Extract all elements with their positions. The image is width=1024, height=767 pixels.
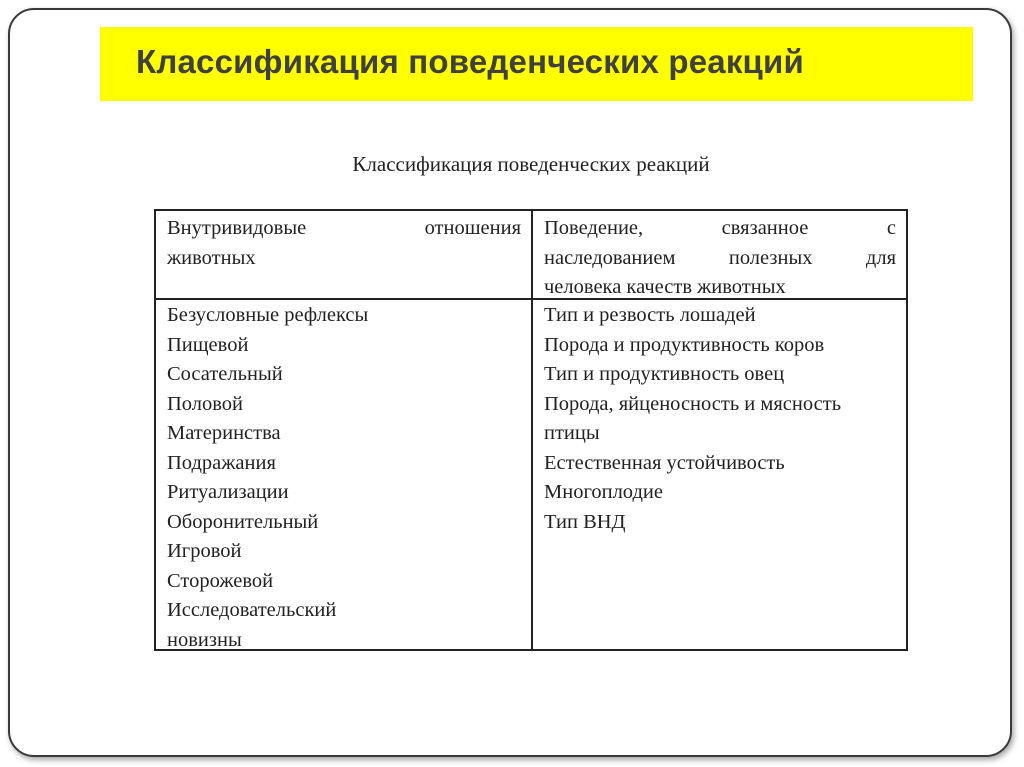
header-left-word: отношения <box>424 217 521 239</box>
header-right-word: полезных <box>728 246 813 269</box>
list-item: Ритуализации <box>167 481 289 503</box>
header-cell-left <box>167 214 521 273</box>
header-left-word: Внутривидовые <box>167 217 307 239</box>
list-item: Тип и резвость лошадей <box>544 304 756 326</box>
list-item: Многоплодие <box>544 481 663 503</box>
header-left-line: животных <box>167 246 256 269</box>
list-item: Игровой <box>167 540 242 562</box>
header-right-word: с <box>886 217 896 239</box>
table-caption: Классификация поведенческих реакций <box>352 152 710 176</box>
header-cell-right <box>544 214 896 303</box>
list-item: Естественная устойчивость <box>544 451 785 474</box>
header-right-line: человека качеств животных <box>544 276 786 298</box>
list-item: Тип и продуктивность овец <box>544 363 785 385</box>
list-item: Безусловные рефлексы <box>167 304 369 326</box>
list-item: Оборонительный <box>167 510 319 533</box>
list-item: Порода, яйценосность и мясность <box>544 392 842 415</box>
header-right-word: связанное <box>721 217 809 239</box>
list-item: Подражания <box>167 451 276 474</box>
list-item: птицы <box>544 422 600 444</box>
title-banner <box>100 27 973 101</box>
header-right-word: для <box>865 246 896 269</box>
list-item: Сторожевой <box>167 569 274 592</box>
classification-table <box>154 209 908 651</box>
body-cell-left <box>167 301 521 655</box>
list-item: Материнства <box>167 422 281 444</box>
list-item: Пищевой <box>167 333 249 356</box>
list-item: Тип ВНД <box>544 510 626 533</box>
column-divider <box>531 211 533 649</box>
list-item: Исследовательский <box>167 599 337 621</box>
list-item: Сосательный <box>167 363 283 385</box>
header-right-word: Поведение, <box>544 217 644 239</box>
slide-title: Классификация поведенческих реакций <box>136 43 804 80</box>
header-right-word: наследованием <box>544 246 676 269</box>
list-item: Половой <box>167 392 244 415</box>
list-item: Порода и продуктивность коров <box>544 333 825 356</box>
list-item: новизны <box>167 628 242 651</box>
body-cell-right <box>544 301 896 537</box>
